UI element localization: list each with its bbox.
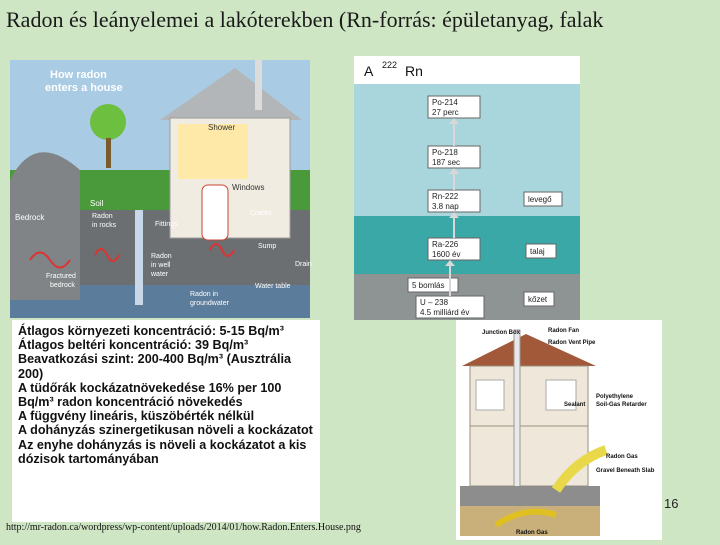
svg-text:4.5 milliárd év: 4.5 milliárd év [420, 308, 470, 317]
radon-mitigation-illustration [456, 320, 662, 540]
zone-label-air [524, 192, 562, 206]
svg-text:5 bomlás: 5 bomlás [412, 281, 445, 290]
svg-text:kőzet: kőzet [528, 295, 548, 304]
fact-line: A tüdőrák kockázatnövekedése 16% per 100 Bq/m³ radon koncentráció növekedés [18, 380, 282, 410]
svg-text:27 perc: 27 perc [432, 108, 459, 117]
label-well-3: water [151, 271, 169, 278]
fact-line: A függvény lineáris, küszöbérték nélkül [18, 409, 255, 424]
label-sealant: Sealant [564, 402, 586, 408]
decay-header-prefix: A [364, 63, 374, 79]
fact-line: Az enyhe dohányzás is növeli a kockázatot a kis dózisok tartományában [18, 437, 307, 466]
label-well-1: Radon [151, 253, 172, 260]
label-water-table: Water table [255, 283, 291, 290]
label-fractured-2: bedrock [50, 282, 75, 289]
label-junction-box: Junction Box [482, 330, 521, 336]
how-radon-enters-illustration [10, 60, 310, 318]
decay-node-rn222 [428, 190, 480, 212]
fact-line: Átlagos beltéri koncentráció: 39 Bq/m³ [18, 338, 249, 353]
label-radon-gas-1: Radon Gas [606, 454, 638, 460]
label-gravel: Gravel Beneath Slab [596, 468, 655, 474]
svg-text:levegő: levegő [528, 195, 552, 204]
svg-text:1600 év: 1600 év [432, 250, 461, 259]
decay-chain-svg [354, 56, 580, 320]
svg-text:3.8 nap: 3.8 nap [432, 202, 459, 211]
source-url[interactable]: http://mr-radon.ca/wordpress/wp-content/uploads/2014/01/how.Radon.Enters.House.png [6, 522, 361, 533]
decay-node-u238 [416, 296, 484, 318]
label-ground-2: groundwater [190, 300, 229, 307]
label-windows: Windows [232, 183, 265, 192]
fact-line: Átlagos környezeti koncentráció: 5-15 Bq/m³ [18, 324, 284, 338]
svg-text:Ra-226: Ra-226 [432, 240, 459, 249]
fact-line: A dohányzás szinergetikusan növeli a kockázatot [18, 423, 313, 438]
how-title-line2: enters a house [45, 82, 123, 94]
svg-text:Po-214: Po-214 [432, 98, 458, 107]
label-well-2: in well [151, 262, 171, 269]
svg-text:U – 238: U – 238 [420, 298, 449, 307]
label-cracks: Cracks [250, 210, 272, 217]
label-polyethylene: Polyethylene [596, 394, 634, 400]
svg-text:Rn-222: Rn-222 [432, 192, 459, 201]
svg-text:Po-218: Po-218 [432, 148, 458, 157]
svg-text:talaj: talaj [530, 247, 545, 256]
radon-facts-box [12, 320, 320, 522]
label-soil-gas-retarder: Soil-Gas Retarder [596, 402, 647, 408]
label-radon-gas-2: Radon Gas [516, 530, 548, 536]
decay-node-ra226 [428, 238, 480, 260]
fact-line: Beavatkozási szint: 200-400 Bq/m³ (Ausztrália 200) [18, 352, 291, 381]
decay-node-po218 [428, 146, 480, 168]
label-ground-1: Radon in [190, 291, 219, 298]
label-vent-pipe: Radon Vent Pipe [548, 340, 596, 346]
slide-title: Radon és leányelemei a lakóterekben (Rn-forrás: épületanyag, falak [6, 7, 604, 32]
zone-label-rock [524, 292, 554, 306]
mitigation-svg [456, 320, 662, 540]
label-bedrock: Bedrock [15, 213, 45, 222]
label-fittings: Fittings [155, 221, 178, 228]
label-fractured-1: Fractured [46, 273, 76, 280]
label-shower: Shower [208, 123, 236, 132]
zone-label-soil [526, 244, 556, 258]
label-sump: Sump [258, 243, 277, 250]
svg-text:187 sec: 187 sec [432, 158, 461, 167]
label-radon-fan: Radon Fan [548, 328, 579, 334]
slide-number: 16 [664, 496, 679, 511]
decay-header-mass: 222 [382, 60, 398, 70]
how-radon-diagram [10, 60, 310, 318]
how-title-line1: How radon [50, 69, 107, 81]
label-soil: Soil [90, 199, 104, 208]
label-radon-rocks-2: in rocks [92, 222, 117, 229]
label-drain: Drain [295, 261, 312, 268]
decay-node-po214 [428, 96, 480, 118]
decay-chain-diagram [354, 56, 580, 320]
label-radon-rocks-1: Radon [92, 213, 113, 220]
decay-header-symbol: Rn [405, 63, 423, 79]
